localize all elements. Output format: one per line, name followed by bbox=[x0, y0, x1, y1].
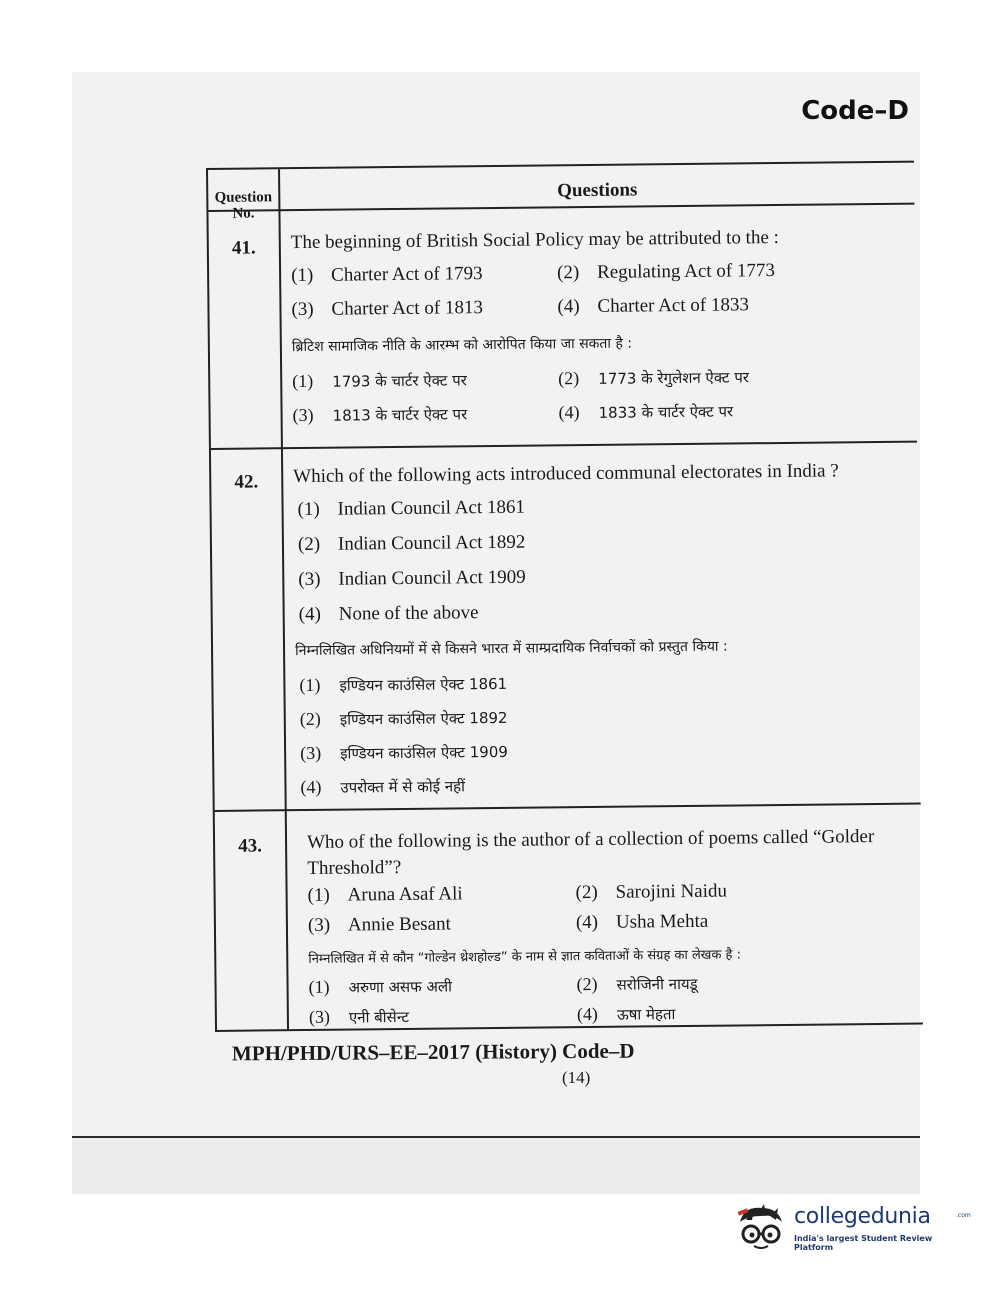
option-1: (1) Aruna Asaf Ali bbox=[307, 883, 463, 906]
option-3: (3) Charter Act of 1813 bbox=[291, 297, 484, 321]
table-header bbox=[208, 163, 914, 222]
code-header: Code–D bbox=[801, 96, 909, 126]
question-row bbox=[215, 805, 923, 1034]
question-row bbox=[211, 443, 921, 812]
brand-tagline: India's largest Student Review Platform bbox=[794, 1234, 933, 1252]
option-2: (2) Sarojini Naidu bbox=[575, 880, 728, 904]
option-2: (2) Regulating Act of 1773 bbox=[557, 260, 776, 284]
mascot-icon bbox=[734, 1200, 788, 1254]
question-number: 41. bbox=[231, 237, 256, 259]
hindi-option-4: (4) 1833 के चार्टर ऐक्ट पर bbox=[558, 402, 734, 423]
question-row bbox=[208, 205, 916, 450]
hindi-option-3: (3) 1813 के चार्टर ऐक्ट पर bbox=[292, 404, 468, 426]
hindi-option-4: (4) ऊषा मेहता bbox=[576, 1003, 676, 1025]
option-2: (2) Indian Council Act 1892 bbox=[297, 531, 526, 556]
option-1: (1) Indian Council Act 1861 bbox=[297, 496, 526, 521]
hindi-option-3: (3) एनी बीसेन्ट bbox=[308, 1006, 410, 1027]
question-text: The beginning of British Social Policy may be attributed to the : bbox=[290, 227, 779, 254]
paper-code-footer: MPH/PHD/URS–EE–2017 (History) Code–D bbox=[231, 1038, 635, 1066]
hindi-option-2: (2) 1773 के रेगुलेशन ऐक्ट पर bbox=[558, 368, 750, 389]
hindi-question-text: ब्रिटिश सामाजिक नीति के आरम्भ को आरोपित किया जा सकता है : bbox=[291, 335, 633, 356]
hindi-option-3: (3) इण्डियन काउंसिल ऐक्ट 1909 bbox=[300, 742, 508, 764]
collegedunia-logo bbox=[734, 1198, 971, 1260]
option-1: (1) Charter Act of 1793 bbox=[291, 263, 483, 287]
brand-name: collegedunia bbox=[794, 1204, 931, 1229]
question-number: 42. bbox=[234, 471, 259, 493]
hindi-option-2: (2) सरोजिनी नायडू bbox=[576, 973, 698, 995]
hindi-option-2: (2) इण्डियन काउंसिल ऐक्ट 1892 bbox=[299, 708, 508, 730]
hindi-option-1: (1) 1793 के चार्टर ऐक्ट पर bbox=[292, 370, 467, 392]
hindi-option-4: (4) उपरोक्त में से कोई नहीं bbox=[300, 776, 466, 798]
question-text: Which of the following acts introduced communal electorates in India ? bbox=[293, 460, 839, 488]
option-4: (4) Usha Mehta bbox=[575, 910, 709, 934]
question-text: Who of the following is the author of a collection of poems called “Golder bbox=[306, 826, 875, 853]
questions-table bbox=[206, 161, 923, 1032]
hindi-question-text: निम्नलिखित अधिनियमों में से किसने भारत में साम्प्रदायिक निर्वाचकों को प्रस्तुत किया : bbox=[294, 638, 728, 660]
option-3: (3) Annie Besant bbox=[307, 913, 451, 936]
option-3: (3) Indian Council Act 1909 bbox=[298, 566, 526, 591]
hindi-option-1: (1) इण्डियन काउंसिल ऐक्ट 1861 bbox=[299, 674, 508, 696]
option-4: (4) None of the above bbox=[298, 602, 479, 626]
hindi-option-1: (1) अरुणा असफ अली bbox=[308, 976, 453, 997]
questions-header: Questions bbox=[557, 179, 638, 202]
question-text-continued: Threshold”? bbox=[307, 856, 402, 879]
question-no-header: Question No. bbox=[214, 189, 273, 222]
question-number: 43. bbox=[238, 835, 263, 857]
hindi-question-text: निम्नलिखित में से कौन “गोल्डेन थ्रेशहोल्ड” के नाम से ज्ञात कविताओं के संग्रह का लेखक है : bbox=[308, 947, 742, 967]
option-4: (4) Charter Act of 1833 bbox=[557, 294, 750, 318]
brand-domain: .com bbox=[956, 1212, 971, 1219]
page-edge bbox=[72, 1136, 920, 1194]
page-number: (14) bbox=[562, 1068, 591, 1087]
